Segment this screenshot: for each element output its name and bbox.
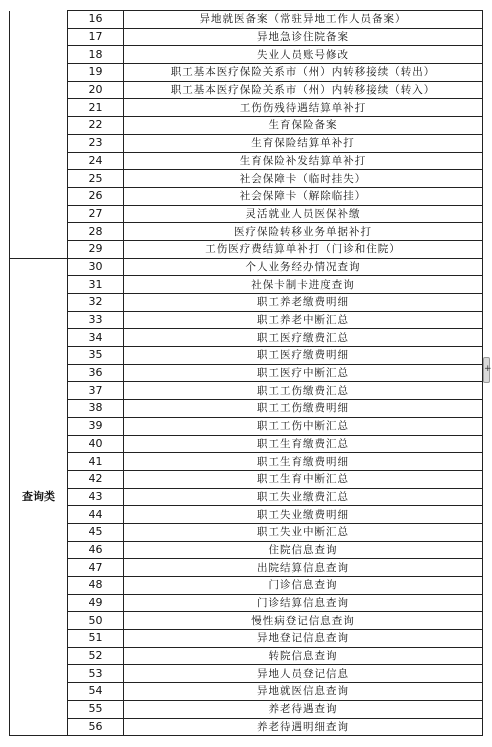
row-number: 29 xyxy=(68,240,124,258)
row-number: 34 xyxy=(68,329,124,347)
row-number: 39 xyxy=(68,417,124,435)
table-row xyxy=(10,276,483,294)
service-item: 社会保障卡（解除临挂） xyxy=(124,187,483,205)
service-item: 异地急诊住院备案 xyxy=(124,28,483,46)
plus-icon: + xyxy=(484,364,492,374)
service-item: 职工养老中断汇总 xyxy=(124,311,483,329)
row-number: 18 xyxy=(68,46,124,64)
service-item: 职工医疗缴费汇总 xyxy=(124,329,483,347)
row-number: 47 xyxy=(68,559,124,577)
row-number: 54 xyxy=(68,683,124,701)
table-row xyxy=(10,506,483,524)
table-row xyxy=(10,559,483,577)
row-number: 22 xyxy=(68,117,124,135)
service-item: 异地人员登记信息 xyxy=(124,665,483,683)
service-item: 职工养老缴费明细 xyxy=(124,294,483,312)
service-table-body xyxy=(10,11,483,736)
service-item: 慢性病登记信息查询 xyxy=(124,612,483,630)
row-number: 26 xyxy=(68,187,124,205)
service-item: 个人业务经办情况查询 xyxy=(124,258,483,276)
service-table xyxy=(9,10,483,736)
row-number: 43 xyxy=(68,488,124,506)
table-row xyxy=(10,205,483,223)
table-row xyxy=(10,364,483,382)
table-row xyxy=(10,382,483,400)
table-row xyxy=(10,683,483,701)
row-number: 35 xyxy=(68,347,124,365)
service-item: 职工工伤缴费汇总 xyxy=(124,382,483,400)
row-number: 33 xyxy=(68,311,124,329)
table-row xyxy=(10,117,483,135)
table-row xyxy=(10,612,483,630)
table-row xyxy=(10,311,483,329)
service-item: 异地就医信息查询 xyxy=(124,683,483,701)
row-number: 37 xyxy=(68,382,124,400)
service-item: 生育保险结算单补打 xyxy=(124,134,483,152)
row-number: 36 xyxy=(68,364,124,382)
row-number: 17 xyxy=(68,28,124,46)
service-item: 住院信息查询 xyxy=(124,541,483,559)
table-row xyxy=(10,400,483,418)
category-cell-previous xyxy=(10,11,68,259)
row-number: 41 xyxy=(68,453,124,471)
table-row xyxy=(10,187,483,205)
table-row xyxy=(10,541,483,559)
service-item: 社保卡制卡进度查询 xyxy=(124,276,483,294)
table-row xyxy=(10,11,483,29)
table-row xyxy=(10,134,483,152)
row-number: 27 xyxy=(68,205,124,223)
service-item: 失业人员账号修改 xyxy=(124,46,483,64)
row-number: 52 xyxy=(68,647,124,665)
service-item: 职工生育中断汇总 xyxy=(124,470,483,488)
row-number: 32 xyxy=(68,294,124,312)
service-item: 异地登记信息查询 xyxy=(124,630,483,648)
table-row xyxy=(10,700,483,718)
row-number: 49 xyxy=(68,594,124,612)
service-item: 职工基本医疗保险关系市（州）内转移接续（转入） xyxy=(124,81,483,99)
row-number: 21 xyxy=(68,99,124,117)
service-item: 工伤医疗费结算单补打（门诊和住院） xyxy=(124,240,483,258)
service-item: 职工医疗中断汇总 xyxy=(124,364,483,382)
table-row xyxy=(10,347,483,365)
table-row xyxy=(10,223,483,241)
service-item: 职工工伤中断汇总 xyxy=(124,417,483,435)
service-item: 生育保险备案 xyxy=(124,117,483,135)
row-number: 31 xyxy=(68,276,124,294)
row-number: 42 xyxy=(68,470,124,488)
row-number: 56 xyxy=(68,718,124,736)
document-sheet xyxy=(9,10,482,736)
table-row xyxy=(10,718,483,736)
table-row xyxy=(10,417,483,435)
row-number: 23 xyxy=(68,134,124,152)
table-row xyxy=(10,64,483,82)
row-number: 45 xyxy=(68,523,124,541)
table-row xyxy=(10,630,483,648)
table-row xyxy=(10,435,483,453)
row-number: 38 xyxy=(68,400,124,418)
row-number: 46 xyxy=(68,541,124,559)
table-row xyxy=(10,523,483,541)
service-item: 职工医疗缴费明细 xyxy=(124,347,483,365)
row-number: 40 xyxy=(68,435,124,453)
row-number: 28 xyxy=(68,223,124,241)
row-number: 53 xyxy=(68,665,124,683)
service-item: 养老待遇明细查询 xyxy=(124,718,483,736)
category-cell: 查询类 xyxy=(10,258,68,736)
row-number: 16 xyxy=(68,11,124,29)
service-item: 门诊信息查询 xyxy=(124,577,483,595)
table-row xyxy=(10,46,483,64)
table-row xyxy=(10,470,483,488)
row-number: 25 xyxy=(68,170,124,188)
table-row xyxy=(10,152,483,170)
table-row xyxy=(10,665,483,683)
service-item: 门诊结算信息查询 xyxy=(124,594,483,612)
table-row xyxy=(10,28,483,46)
service-item: 职工生育缴费明细 xyxy=(124,453,483,471)
service-item: 职工失业中断汇总 xyxy=(124,523,483,541)
table-row xyxy=(10,488,483,506)
table-row xyxy=(10,294,483,312)
service-item: 异地就医备案（常驻异地工作人员备案） xyxy=(124,11,483,29)
row-number: 30 xyxy=(68,258,124,276)
table-row xyxy=(10,329,483,347)
row-number: 55 xyxy=(68,700,124,718)
service-item: 工伤伤残待遇结算单补打 xyxy=(124,99,483,117)
table-row xyxy=(10,647,483,665)
service-item: 社会保障卡（临时挂失） xyxy=(124,170,483,188)
row-number: 50 xyxy=(68,612,124,630)
row-number: 44 xyxy=(68,506,124,524)
table-row xyxy=(10,594,483,612)
row-number: 19 xyxy=(68,64,124,82)
service-item: 养老待遇查询 xyxy=(124,700,483,718)
table-row xyxy=(10,81,483,99)
service-item: 转院信息查询 xyxy=(124,647,483,665)
scroll-handle[interactable] xyxy=(483,357,490,383)
service-item: 职工生育缴费汇总 xyxy=(124,435,483,453)
service-item: 职工基本医疗保险关系市（州）内转移接续（转出） xyxy=(124,64,483,82)
table-row xyxy=(10,240,483,258)
service-item: 职工失业缴费明细 xyxy=(124,506,483,524)
table-row xyxy=(10,258,483,276)
row-number: 48 xyxy=(68,577,124,595)
service-item: 生育保险补发结算单补打 xyxy=(124,152,483,170)
table-row xyxy=(10,99,483,117)
row-number: 24 xyxy=(68,152,124,170)
table-row xyxy=(10,453,483,471)
row-number: 20 xyxy=(68,81,124,99)
table-row xyxy=(10,577,483,595)
service-item: 职工失业缴费汇总 xyxy=(124,488,483,506)
row-number: 51 xyxy=(68,630,124,648)
table-row xyxy=(10,170,483,188)
service-item: 灵活就业人员医保补缴 xyxy=(124,205,483,223)
service-item: 医疗保险转移业务单据补打 xyxy=(124,223,483,241)
service-item: 职工工伤缴费明细 xyxy=(124,400,483,418)
service-item: 出院结算信息查询 xyxy=(124,559,483,577)
